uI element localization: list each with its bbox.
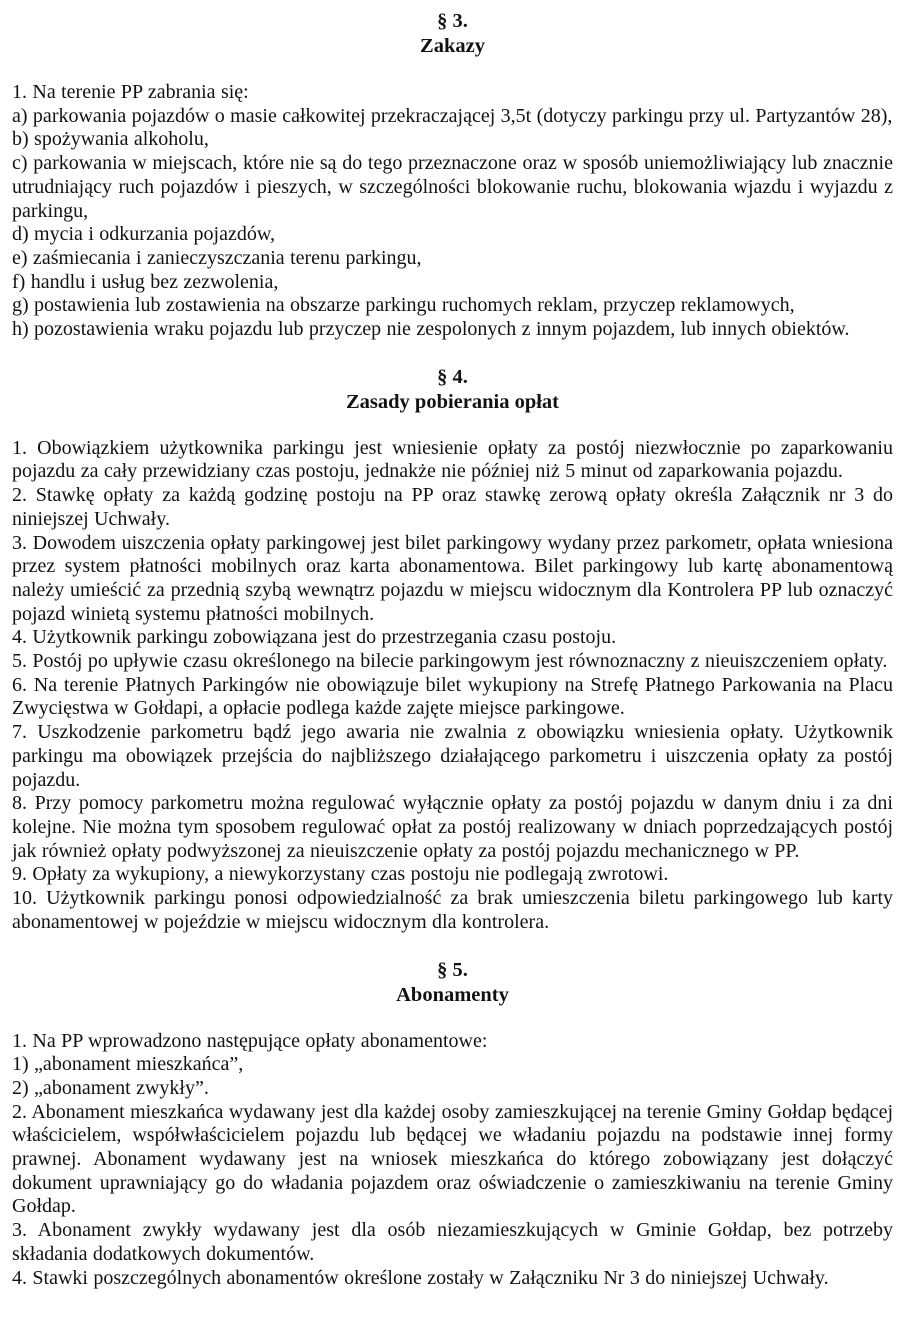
paragraph: 6. Na terenie Płatnych Parkingów nie obowiązuje bilet wykupiony na Strefę Płatnego Parkowania na Placu Zwycięstwa w Gołdapi, a opłacie podlega każde zajęte miejsce parkingowe. [12, 673, 893, 720]
paragraph: 2) „abonament zwykły”. [12, 1076, 209, 1099]
paragraph: 3. Abonament zwykły wydawany jest dla osób niezamieszkujących w Gminie Gołdap, bez potrzeby składania dodatkowych dokumentów. [12, 1219, 893, 1265]
section-4-number: § 4. [437, 365, 468, 388]
section-5-number: § 5. [437, 958, 468, 981]
paragraph: 2. Stawkę opłaty za każdą godzinę postoju na PP oraz stawkę zerową opłaty określa Załącznik nr 3 do niniejszej Uchwały. [12, 484, 893, 530]
section-3-title: Zakazy [420, 35, 485, 57]
section-3 [12, 9, 893, 342]
paragraph: g) postawienia lub zostawienia na obszarze parkingu ruchomych reklam, przyczep reklamowych, [12, 294, 795, 317]
section-5 [12, 958, 893, 1291]
paragraph: 9. Opłaty za wykupiony, a niewykorzystany czas postoju nie podlegają zwrotowi. [12, 863, 669, 886]
paragraph: 7. Uszkodzenie parkometru bądź jego awaria nie zwalnia z obowiązku wniesienia opłaty. Użytkownik parkingu ma obowiązek przejścia do najbliższego działającego parkometru i uiszczenia opłaty za postój pojazdu. [12, 721, 893, 791]
section-4 [12, 365, 893, 935]
paragraph: h) pozostawienia wraku pojazdu lub przyczep nie zespolonych z innym pojazdem, lub innych obiektów. [12, 318, 850, 341]
section-5-heading [12, 958, 893, 1008]
paragraph: 1. Obowiązkiem użytkownika parkingu jest wniesienie opłaty za postój niezwłocznie po zaparkowaniu pojazdu za cały przewidziany czas postoju, jednakże nie później niż 5 minut od zaparkowania pojazdu. [12, 436, 893, 483]
paragraph: 4. Użytkownik parkingu zobowiązana jest do przestrzegania czasu postoju. [12, 626, 617, 649]
paragraph: c) parkowania w miejscach, które nie są do tego przeznaczone oraz w sposób uniemożliwiający lub znacznie utrudniający ruch pojazdów i pieszych, w szczególności blokowanie ruchu, blokowania wjazdu i wyjazdu z parkingu, [12, 152, 893, 222]
paragraph: 8. Przy pomocy parkometru można regulować wyłącznie opłaty za postój pojazdu w danym dniu i za dni kolejne. Nie można tym sposobem regulować opłat za postój realizowany w dniach poprzedzających postój jak również opłaty podwyższonej za nieuiszczenie opłaty za postój pojazdu mechanicznego w PP. [12, 792, 893, 862]
paragraph: a) parkowania pojazdów o masie całkowitej przekraczającej 3,5t (dotyczy parkingu przy ul. Partyzantów 28), [12, 104, 893, 127]
paragraph: d) mycia i odkurzania pojazdów, [12, 223, 275, 246]
paragraph: 3. Dowodem uiszczenia opłaty parkingowej jest bilet parkingowy wydany przez parkometr, opłata wniesiona przez system płatności mobilnych oraz karta abonamentowa. Bilet parkingowy lub kartę abonamentową należy umieścić za przednią szybą wewnątrz pojazdu w miejscu widocznym dla Kontrolera PP lub oznaczyć pojazd winietą systemu płatności mobilnych. [12, 531, 893, 625]
section-5-title: Abonamenty [396, 983, 509, 1006]
paragraph: b) spożywania alkoholu, [12, 128, 209, 151]
paragraph: 4. Stawki poszczególnych abonamentów określone zostały w Załączniku Nr 3 do niniejszej Uchwały. [12, 1266, 829, 1289]
paragraph: 2. Abonament mieszkańca wydawany jest dla każdej osoby zamieszkującej na terenie Gminy Gołdap będącej właścicielem, współwłaścicielem pojazdu lub będącej we władaniu pojazdu na podstawie innej formy prawnej. Abonament wydawany jest na wniosek mieszkańca do którego zobowiązany jest dołączyć dokument uprawniający go do władania pojazdem oraz oświadczenie o zamieszkiwaniu na terenie Gminy Gołdap. [12, 1100, 893, 1218]
section-4-title: Zasady pobierania opłat [345, 390, 560, 413]
paragraph: 1. Na PP wprowadzono następujące opłaty abonamentowe: [12, 1029, 488, 1052]
paragraph: 5. Postój po upływie czasu określonego na bilecie parkingowym jest równoznaczny z nieuiszczeniem opłaty. [12, 650, 888, 673]
paragraph: 10. Użytkownik parkingu ponosi odpowiedzialność za brak umieszczenia biletu parkingowego lub karty abonamentowej w pojeździe w miejscu widocznym dla kontrolera. [12, 887, 893, 933]
section-4-heading [12, 365, 893, 415]
paragraph: 1. Na terenie PP zabrania się: [12, 81, 249, 103]
section-3-heading [12, 9, 893, 59]
paragraph: e) zaśmiecania i zanieczyszczania terenu parkingu, [12, 246, 422, 269]
paragraph: 1) „abonament mieszkańca”, [12, 1053, 244, 1076]
paragraph: f) handlu i usług bez zezwolenia, [12, 270, 279, 293]
section-3-number: § 3. [437, 10, 468, 32]
